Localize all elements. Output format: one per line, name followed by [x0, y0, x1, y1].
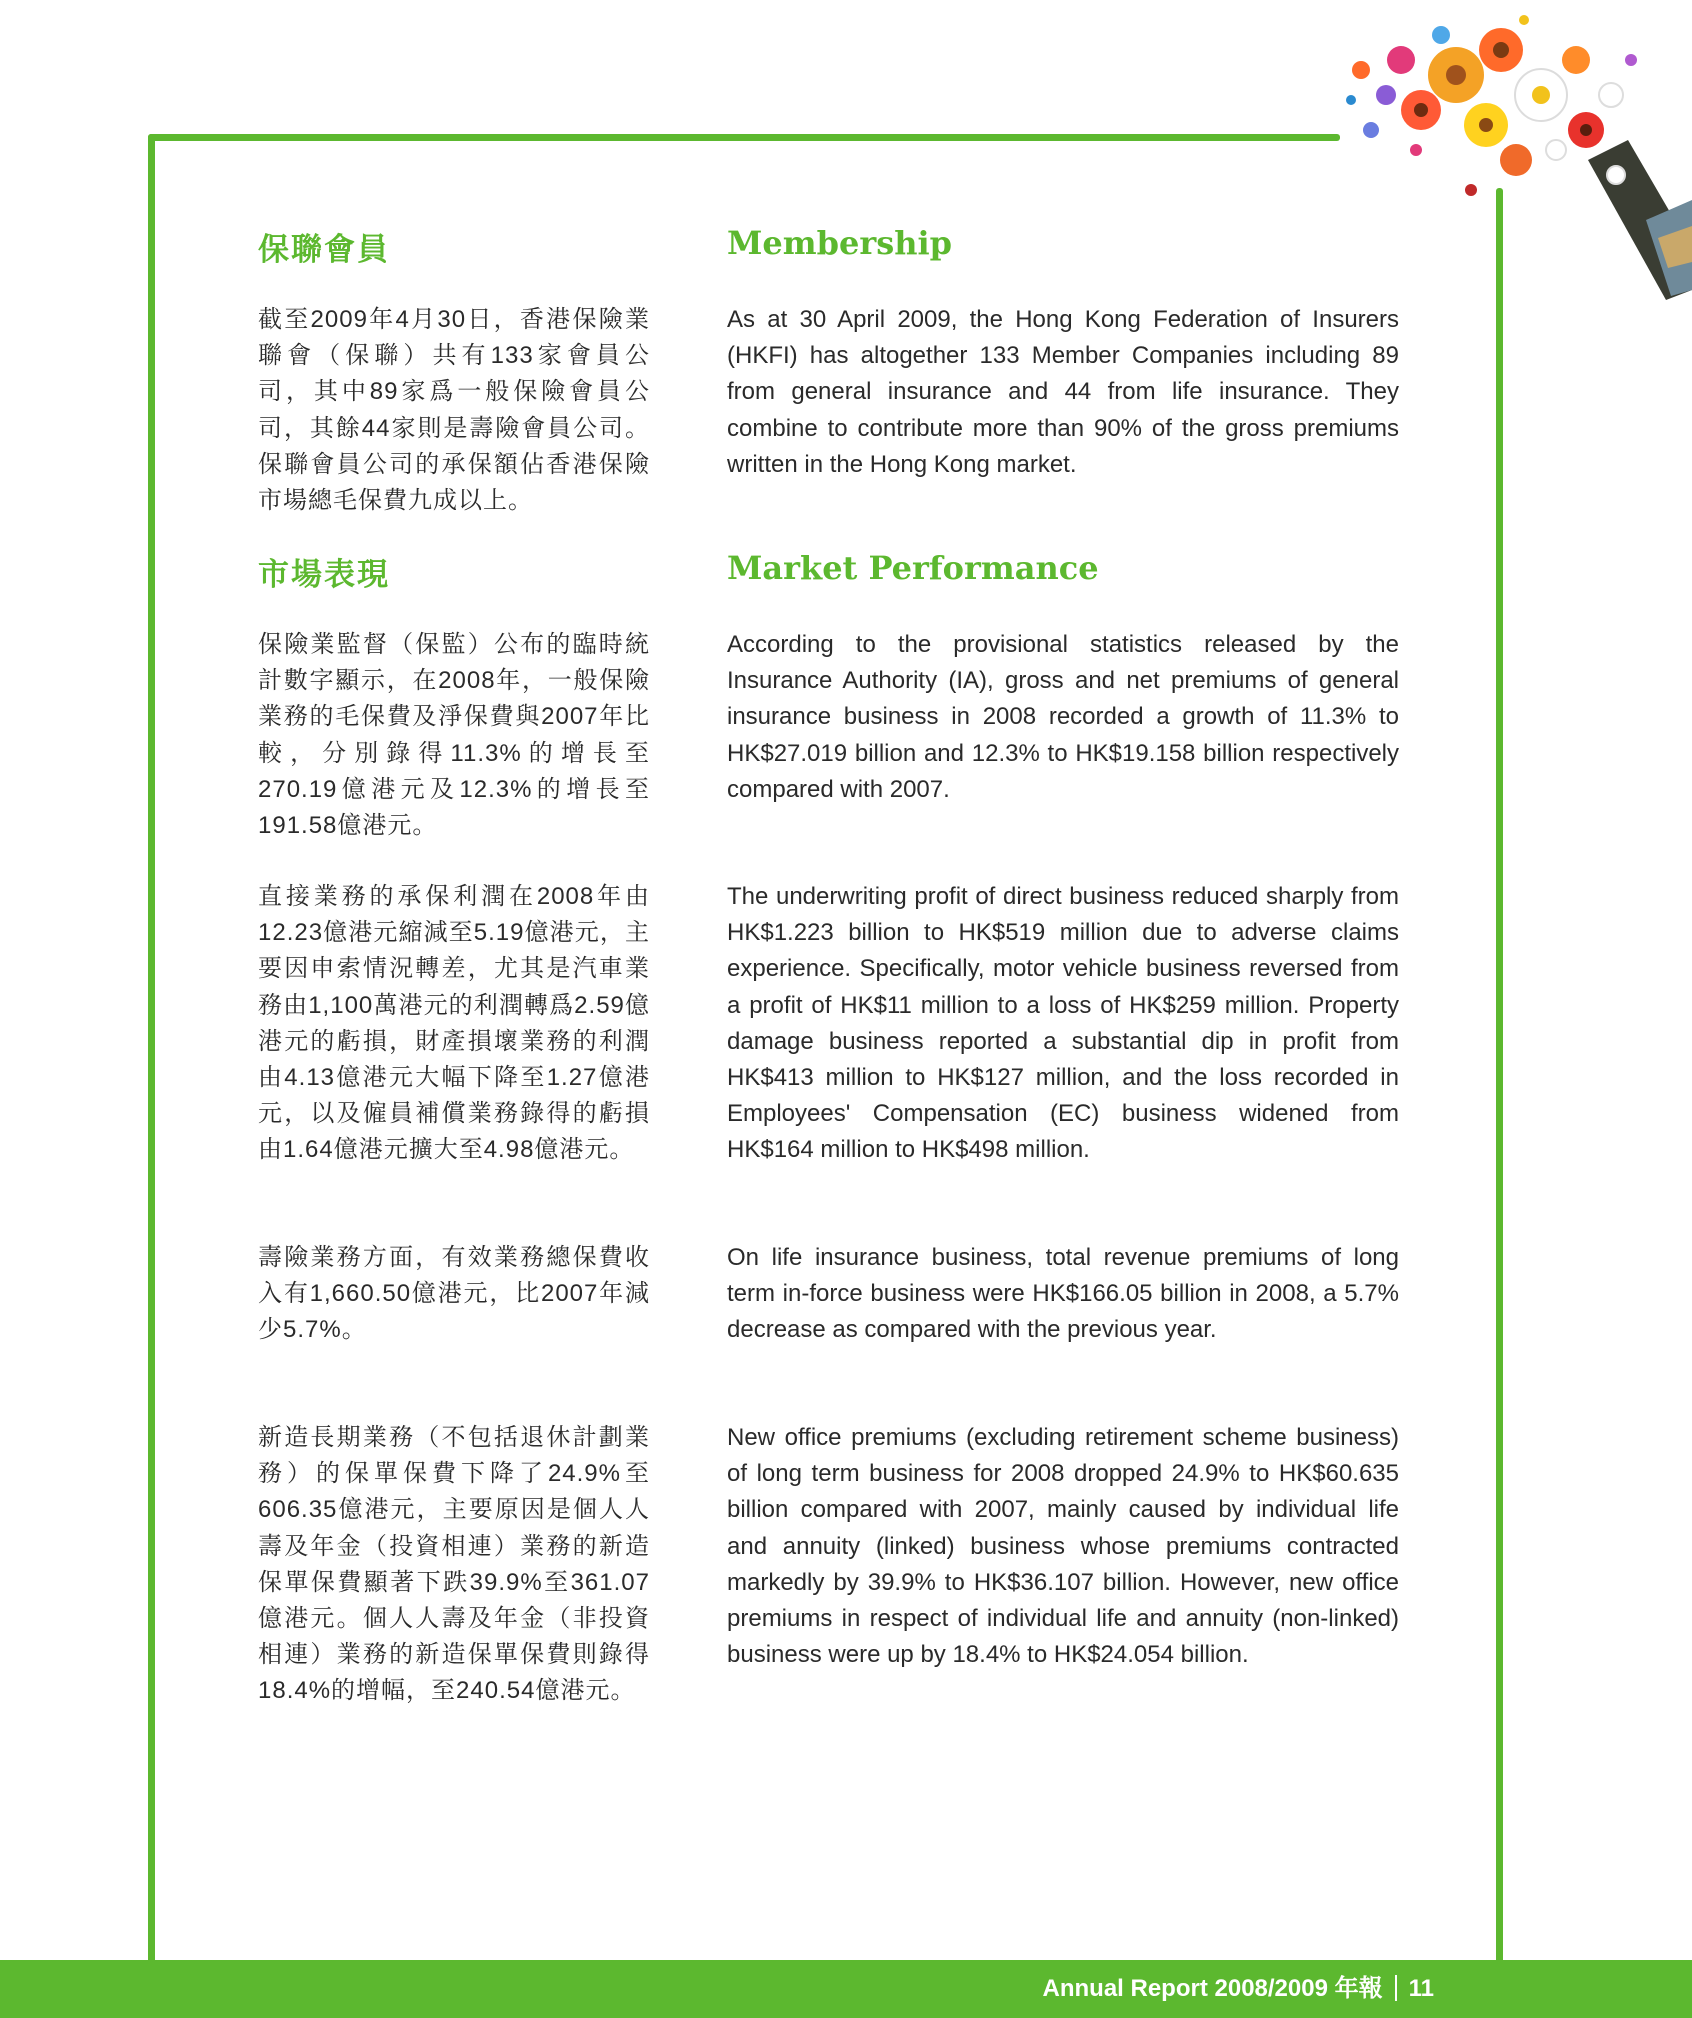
- footer: [1043, 1962, 1435, 2016]
- market-paragraph-2-cn: 直接業務的承保利潤在2008年由12.23億港元縮減至5.19億港元，主要因申索情況轉差，尤其是汽車業務由1,100萬港元的利潤轉爲2.59億港元的虧損，財產損壞業務的利潤由4.13億港元大幅下降至1.27億港元，以及僱員補償業務錄得的虧損由1.64億港元擴大至4.98億港元。: [258, 883, 650, 1164]
- market-paragraph-1-en: According to the provisional statistics released by the Insurance Authority (IA), gross and net premiums of general insurance business in 2008 recorded a growth of 11.3% to HK$27.019 billion and 12.3% to HK$19.158 billion respectively compared with 2007.: [727, 631, 1399, 803]
- frame-left-border: [148, 134, 155, 1964]
- page-number: 11: [1408, 1975, 1434, 2002]
- market-paragraph-4-en: New office premiums (excluding retirement scheme business) of long term business for 2008 dropped 24.9% to HK$60.635 billion compared with 2007, mainly caused by individual life and annuity (linked) business whose premiums contracted markedly by 39.9% to HK$36.107 billion. However, new office premiums in respect of individual life and annuity (non-linked) business were up by 18.4% to HK$24.054 billion.: [727, 1424, 1399, 1669]
- market-heading-cn: 市場表現: [258, 557, 390, 592]
- membership-body-en: As at 30 April 2009, the Hong Kong Federation of Insurers (HKFI) has altogether 133 Member Companies including 89 from general insurance and 44 from life insurance. They combine to contribute more than 90% of the gross premiums written in the Hong Kong market.: [727, 306, 1399, 478]
- membership-body-cn: 截至2009年4月30日，香港保險業聯會（保聯）共有133家會員公司，其中89家爲一般保險會員公司，其餘44家則是壽險會員公司。保聯會員公司的承保額佔香港保險市場總毛保費九成以上。: [258, 306, 650, 515]
- market-paragraph-3-en: On life insurance business, total revenue premiums of long term in-force business were HK$166.05 billion in 2008, a 5.7% decrease as compared with the previous year.: [727, 1244, 1399, 1344]
- market-paragraph-3-cn: 壽險業務方面，有效業務總保費收入有1,660.50億港元，比2007年減少5.7%。: [258, 1244, 650, 1344]
- footer-report-title: Annual Report 2008/2009 年報: [1042, 1975, 1383, 2002]
- membership-heading-en: Membership: [727, 224, 953, 262]
- frame-top-border: [148, 134, 1340, 141]
- footer-divider: [1395, 1975, 1397, 2001]
- market-paragraph-4-cn: 新造長期業務（不包括退休計劃業務）的保單保費下降了24.9%至606.35億港元，主要原因是個人人壽及年金（投資相連）業務的新造保單保費顯著下跌39.9%至361.07億港元。個人人壽及年金（非投資相連）業務的新造保單保費則錄得18.4%的增幅，至240.54億港元。: [258, 1424, 650, 1705]
- market-heading-en: Market Performance: [727, 549, 1099, 587]
- frame-right-border: [1496, 188, 1503, 1964]
- membership-heading-cn: 保聯會員: [258, 232, 390, 267]
- market-paragraph-2-en: The underwriting profit of direct business reduced sharply from HK$1.223 billion to HK$519 million due to adverse claims experience. Specifically, motor vehicle business reversed from a profit of HK$11 million to a loss of HK$259 million. Property damage business reported a substantial dip in profit from HK$413 million to HK$127 million, and the loss recorded in Employees' Compensation (EC) business widened from HK$164 million to HK$498 million.: [727, 883, 1399, 1164]
- footer-bar: [0, 1960, 1692, 2018]
- paintbrush-icon: [1588, 140, 1692, 300]
- market-paragraph-1-cn: 保險業監督（保監）公布的臨時統計數字顯示，在2008年，一般保險業務的毛保費及淨保費與2007年比較，分別錄得11.3%的增長至270.19億港元及12.3%的增長至191.58億港元。: [258, 631, 650, 840]
